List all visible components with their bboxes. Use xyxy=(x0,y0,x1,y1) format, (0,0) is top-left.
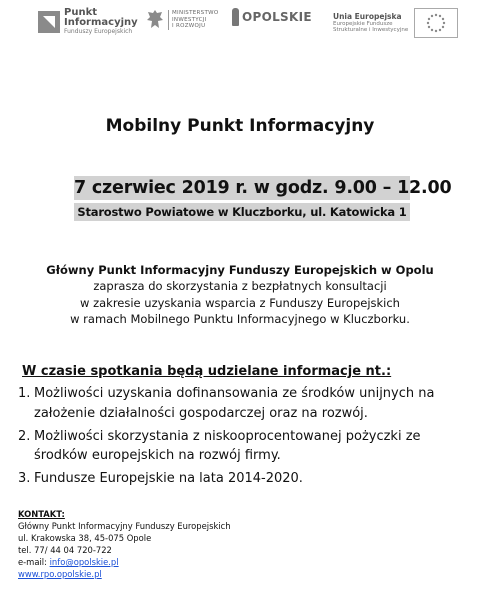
list-item-text: Możliwości uzyskania dofinansowania ze środków unijnych na założenie działalności gospodarczej oraz na rozwój. xyxy=(34,386,435,421)
list-item-text: Możliwości skorzystania z niskooprocentowanej pożyczki ze środków europejskich na rozwój firmy. xyxy=(34,428,421,463)
opolskie-text: OPOLSKIE xyxy=(242,10,312,24)
intro-line4: w ramach Mobilnego Punktu Informacyjnego w Kluczborku. xyxy=(70,311,410,326)
list-item-text: Fundusze Europejskie na lata 2014-2020. xyxy=(34,471,303,486)
list-item xyxy=(18,427,476,466)
opolskie-icon xyxy=(232,8,239,26)
list-item-number: 1. xyxy=(18,386,31,401)
list-item xyxy=(18,384,476,423)
topics-list xyxy=(18,384,476,492)
contact-website-link[interactable]: www.rpo.opolskie.pl xyxy=(18,569,102,579)
event-location: Starostwo Powiatowe w Kluczborku, ul. Katowicka 1 xyxy=(74,203,410,221)
contact-org: Główny Punkt Informacyjny Funduszy Europejskich xyxy=(18,521,231,531)
punkt-informacyjny-logo xyxy=(38,8,138,36)
intro-line2: zaprasza do skorzystania z bezpłatnych konsultacji xyxy=(93,279,387,294)
ministerstwo-line2: INWESTYCJI xyxy=(172,16,207,23)
intro-line3: w zakresie uzyskania wsparcia z Funduszy Europejskich xyxy=(80,295,400,310)
contact-email-row xyxy=(18,556,231,568)
page-title: Mobilny Punkt Informacyjny xyxy=(105,116,375,136)
contact-phone: tel. 77/ 44 04 720-722 xyxy=(18,545,112,555)
contact-heading: KONTAKT: xyxy=(18,509,65,519)
punkt-informacyjny-icon xyxy=(38,11,60,33)
unia-europejska-logo xyxy=(333,8,458,38)
ue-sub2: Strukturalne i Inwestycyjne xyxy=(333,27,409,33)
punkt-logo-sub: Funduszy Europejskich xyxy=(64,28,133,35)
intro-text xyxy=(0,262,480,327)
contact-block xyxy=(18,508,231,580)
list-item-number: 2. xyxy=(18,428,31,444)
opolskie-logo xyxy=(232,8,312,26)
eagle-icon xyxy=(146,8,164,32)
event-date: 7 czerwiec 2019 r. w godz. 9.00 – 12.00 xyxy=(74,178,452,198)
list-item-number: 3. xyxy=(18,471,31,486)
list-item xyxy=(18,469,476,489)
contact-address: ul. Krakowska 38, 45-075 Opole xyxy=(18,533,152,543)
ue-line1: Unia Europejska xyxy=(333,11,402,21)
ue-sub1: Europejskie Fundusze xyxy=(333,20,393,27)
punkt-logo-line1: Punkt xyxy=(64,7,97,18)
contact-email-link[interactable]: info@opolskie.pl xyxy=(49,557,119,567)
ministerstwo-line1: MINISTERSTWO xyxy=(172,10,219,17)
contact-email-label: e-mail: xyxy=(18,557,50,567)
ministerstwo-line3: I ROZWOJU xyxy=(172,23,206,30)
ministerstwo-logo xyxy=(146,8,218,32)
punkt-logo-line2: Informacyjny xyxy=(64,17,138,28)
eu-flag-icon xyxy=(414,8,458,38)
topics-heading: W czasie spotkania będą udzielane informacje nt.: xyxy=(22,364,392,379)
intro-line1: Główny Punkt Informacyjny Funduszy Europejskich w Opolu xyxy=(46,263,434,277)
header-logos xyxy=(0,8,480,44)
